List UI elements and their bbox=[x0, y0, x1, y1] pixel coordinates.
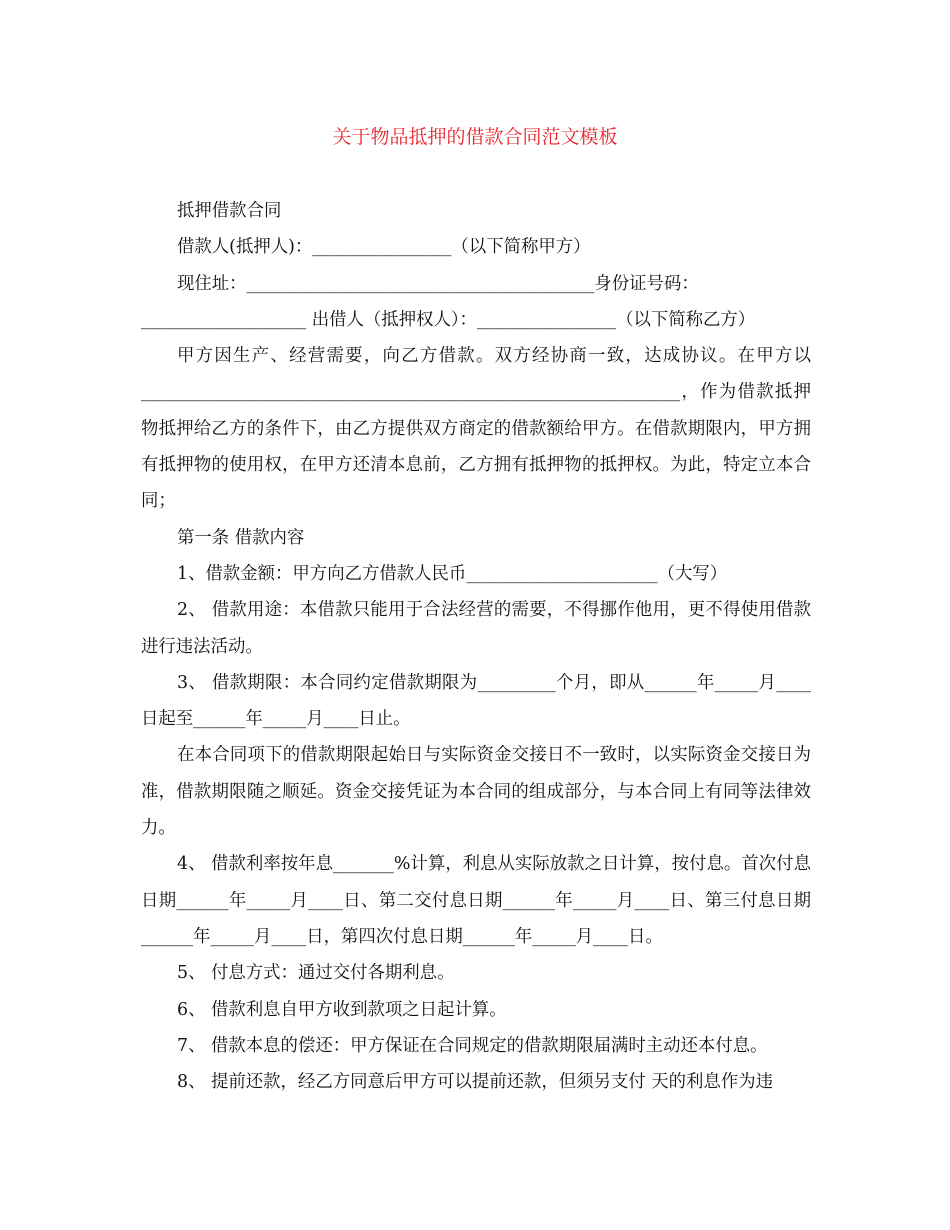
clause-2-purpose: 2、 借款用途：本借款只能用于合法经营的需要，不得挪作他用，更不得使用借款进行违法活动。 bbox=[141, 600, 811, 657]
borrower-line: 借款人(抵押人)：________________（以下简称甲方） bbox=[177, 237, 591, 258]
address-line: 现住址：________________________________________身份证号码： bbox=[177, 273, 699, 294]
clause-1-amount: 1、借款金额：甲方向乙方借款人民币______________________（大写） bbox=[177, 563, 728, 584]
term-note-paragraph: 在本合同项下的借款期限起始日与实际资金交接日不一致时，以实际资金交接日为准，借款期限随之顺延。资金交接凭证为本合同的组成部分，与本合同上有同等法律效力。 bbox=[141, 745, 811, 839]
clause-8-early-repayment: 8、 提前还款，经乙方同意后甲方可以提前还款，但须另支付 天的利息作为违 bbox=[177, 1072, 774, 1093]
lender-line: ___________________ 出借人（抵押权人）：________________（以下简称乙方） bbox=[141, 309, 756, 330]
document-title: 关于物品抵押的借款合同范文模板 bbox=[332, 126, 618, 148]
clause-3-term: 3、 借款期限：本合同约定借款期限为_________个月，即从______年_____月____日起至______年_____月____日止。 bbox=[141, 672, 811, 730]
preamble-paragraph: 甲方因生产、经营需要，向乙方借款。双方经协商一致，达成协议。在甲方以______________________________________________________________，作为借款抵押物抵押给乙方的条件下，由乙方提供双方商定的借款额给甲方。在借款期限内，甲方拥有抵押物的使用权，在甲方还清本息前，乙方拥有抵押物的抵押权。为此，特定立本合同； bbox=[141, 346, 811, 512]
clause-7-repayment: 7、 借款本息的偿还：甲方保证在合同规定的借款期限届满时主动还本付息。 bbox=[177, 1035, 768, 1056]
clause-4-interest: 4、 借款利率按年息_______%计算，利息从实际放款之日计算，按付息。首次付息日期______年_____月____日、第二交付息日期______年_____月____日、第三付息日期______年_____月____日，第四次付息日期______年_____月____日。 bbox=[141, 854, 811, 947]
article-1-heading: 第一条 借款内容 bbox=[177, 527, 305, 548]
clause-6-interest-start: 6、 借款利息自甲方收到款项之日起计算。 bbox=[177, 999, 507, 1020]
document-body bbox=[141, 193, 811, 1100]
clause-5-payment-method: 5、 付息方式：通过交付各期利息。 bbox=[177, 963, 455, 984]
contract-heading: 抵押借款合同 bbox=[177, 201, 282, 221]
